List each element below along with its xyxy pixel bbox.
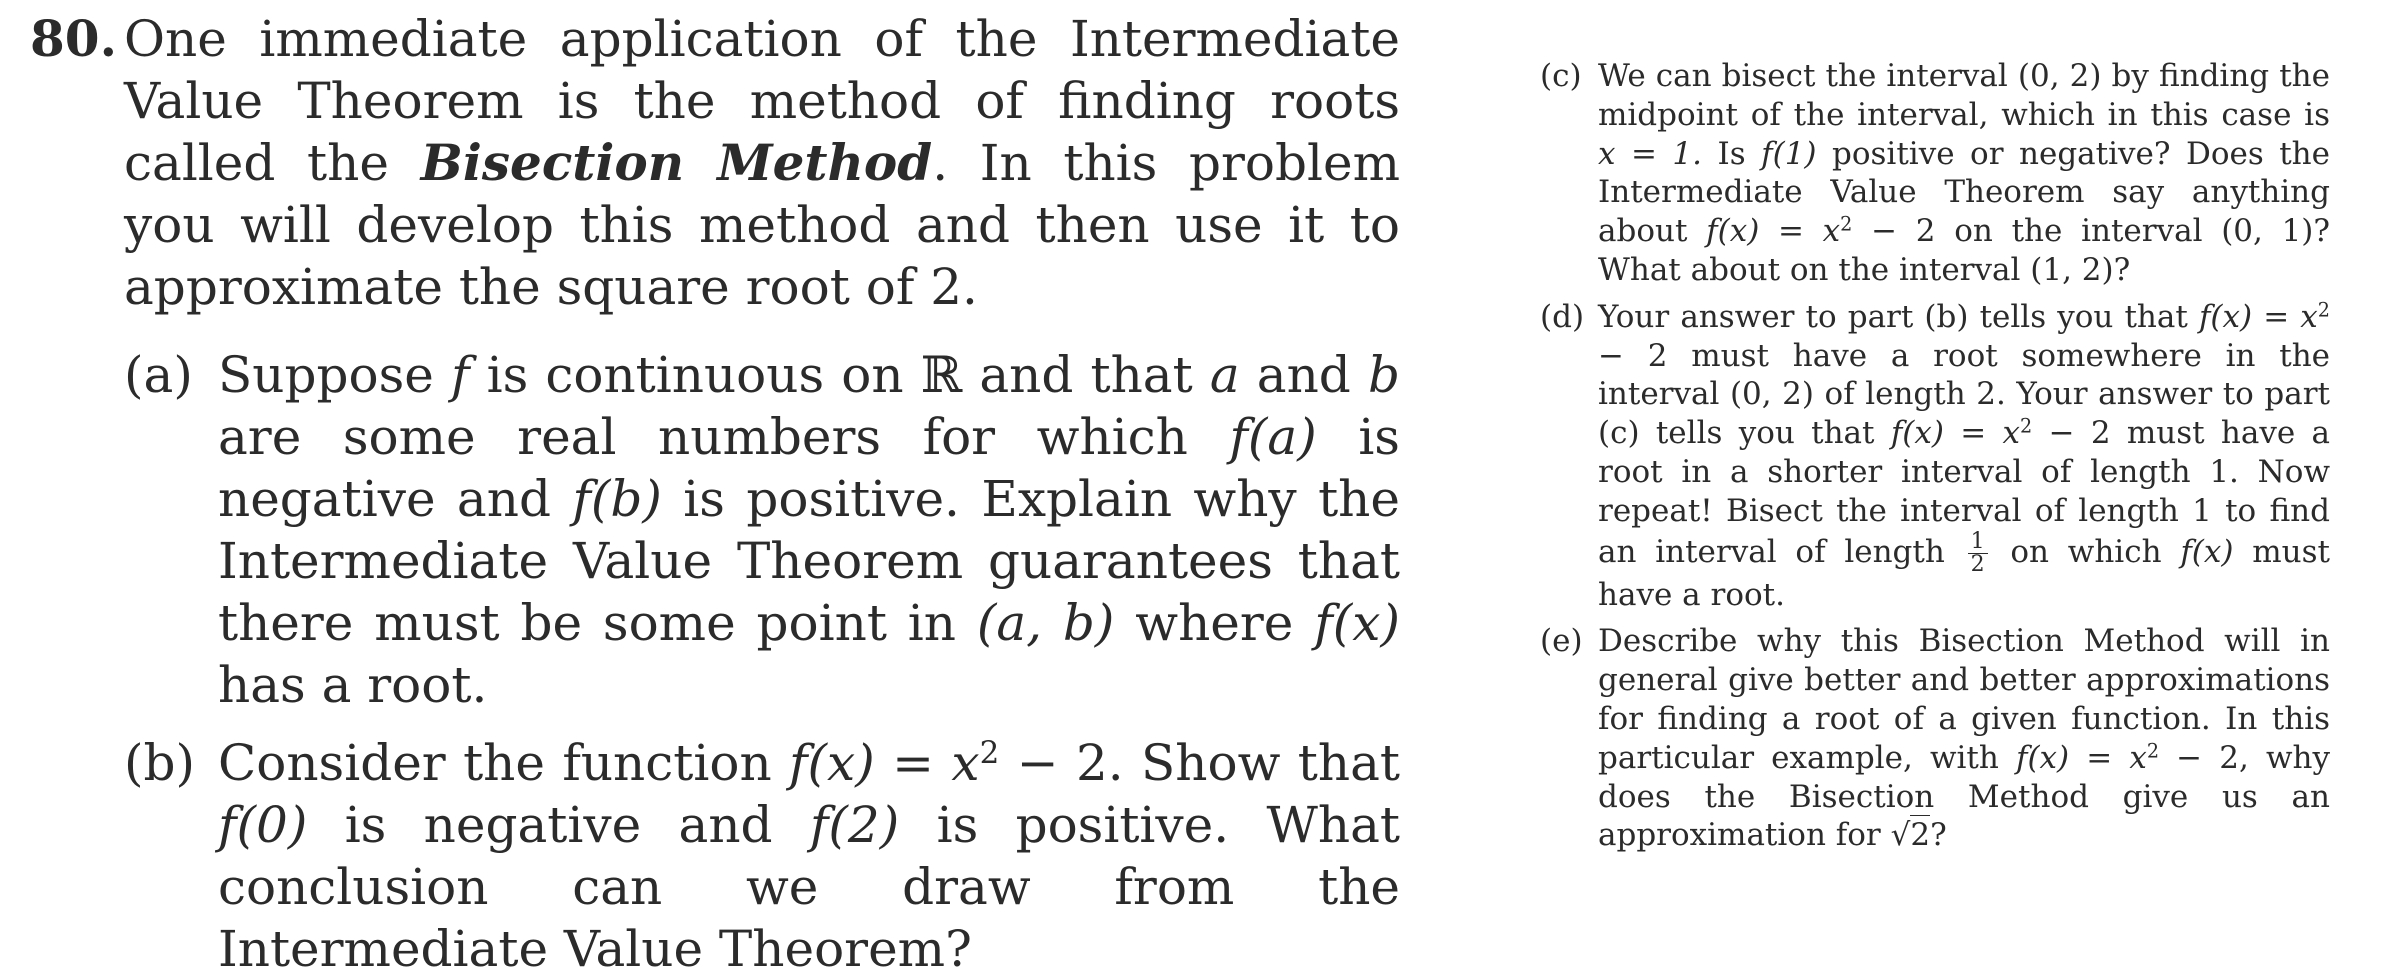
part-c-x-eq: x = 1. — [1598, 135, 1702, 172]
part-b-minus-2: − 2. Show that — [1016, 734, 1400, 792]
problem-statement — [30, 8, 1400, 318]
part-c-text-4: on the interval (0, 1)? What about on the interval (1, 2)? — [1598, 213, 2331, 288]
part-d-text-2: must have a root somewhere in the interval (0, 2) of length 2. Your answer to part (c) tells you that — [1598, 337, 2330, 452]
part-c-minus-2: − 2 — [1871, 213, 1936, 250]
part-c-label: (c) — [1540, 58, 1582, 94]
part-a-f: f — [450, 346, 470, 404]
part-c-fx-eq: f(x) = x — [1706, 213, 1841, 250]
part-a-text-9: has a root. — [218, 656, 488, 714]
part-e-exponent: 2 — [2146, 739, 2160, 763]
part-a-label: (a) — [124, 346, 193, 404]
part-c-text-3: positive or negative? Does the Intermediate Value Theorem say anything about — [1598, 135, 2330, 250]
part-d-exponent: 2 — [2317, 298, 2330, 322]
intro-text-1: One immediate application of the Intermediate Value Theorem is the method of finding roots called the — [124, 10, 1400, 192]
part-a-text-3: and that — [979, 346, 1193, 404]
part-d-text-4: on which — [2010, 533, 2162, 570]
part-c-exponent: 2 — [1840, 212, 1853, 236]
part-d-fx: f(x) — [2180, 533, 2234, 570]
reals-symbol: ℝ — [920, 346, 963, 404]
part-b-f0: f(0) — [218, 796, 308, 854]
part-d-text-5: must have a root. — [1598, 533, 2330, 613]
part-c-text-1: We can bisect the interval (0, 2) by finding the midpoint of the interval, which in this case is — [1598, 58, 2330, 133]
part-d-text-3: must have a root in a shorter interval of length 1. Now repeat! Bisect the interval of length 1 to find an interval of length — [1598, 415, 2330, 570]
method-name: Bisection Method — [420, 133, 933, 192]
part-b-label: (b) — [124, 734, 196, 792]
part-d-fx-eq: f(x) = x — [2198, 298, 2318, 335]
part-b-exponent: 2 — [979, 734, 1000, 771]
part-b-f2: f(2) — [809, 796, 900, 854]
part-d-minus-2-2: − 2 — [2048, 415, 2111, 452]
part-c-text-2: Is — [1717, 135, 1746, 172]
part-b-text-2: is negative and — [344, 796, 773, 854]
part-a-fb: f(b) — [572, 470, 662, 528]
part-a-text-7: is positive. Explain why the Intermediate Value Theorem guarantees that there must be some point in — [218, 470, 1400, 652]
part-e-label: (e) — [1540, 623, 1583, 660]
part-e-text-1: Describe why this Bisection Method will in general give better and better approximations for finding a root of a given function. In this particular example, with — [1598, 623, 2330, 776]
part-a-text-4: and — [1256, 346, 1351, 404]
part-b-text-3: is positive. What conclusion can we draw from the Intermediate Value Theorem? — [218, 796, 1400, 978]
part-e-minus-2: − 2, — [2176, 739, 2249, 776]
part-e — [1540, 622, 2330, 855]
part-a-text-6: is negative and — [218, 408, 1400, 528]
part-e-text-3: ? — [1930, 817, 1947, 854]
part-a — [30, 344, 1400, 716]
part-b-fx-eq: f(x) = x — [789, 734, 980, 792]
part-a-a: a — [1209, 346, 1240, 404]
problem-number: 80. — [30, 9, 117, 68]
part-a-text-1: Suppose — [218, 346, 434, 404]
part-a-interval: (a, b) — [976, 594, 1115, 652]
part-d-minus-2: − 2 — [1598, 337, 1668, 374]
part-d-exponent-2: 2 — [2020, 414, 2033, 438]
fraction-denominator: 2 — [1970, 551, 1985, 577]
part-e-text-2: why does the Bisection Method give us an approximation for — [1598, 739, 2330, 854]
sqrt-2-expression — [1891, 815, 1931, 853]
left-column — [30, 8, 1400, 980]
part-c — [1540, 57, 2330, 290]
part-a-fx: f(x) — [1314, 594, 1400, 652]
part-b — [30, 732, 1400, 980]
intro-text-2: . In this problem you will develop this method and then use it to approximate the square root of 2. — [124, 134, 1400, 316]
part-c-f1: f(1) — [1761, 135, 1817, 172]
one-half-fraction — [1968, 528, 1988, 577]
sqrt-radicand: 2 — [1910, 817, 1931, 854]
part-a-b: b — [1367, 346, 1400, 404]
part-b-text-1: Consider the function — [218, 734, 772, 792]
part-a-text-2: is continuous on — [486, 346, 904, 404]
right-column — [1540, 57, 2330, 855]
part-d-fx-eq-2: f(x) = x — [1890, 415, 2021, 452]
part-d-label: (d) — [1540, 298, 1585, 335]
part-d — [1540, 298, 2330, 615]
part-a-text-5: are some real numbers for which — [218, 408, 1188, 466]
part-e-fx-eq: f(x) = x — [2015, 739, 2147, 776]
part-a-fa: f(a) — [1229, 408, 1317, 466]
sqrt-icon: √ — [1890, 817, 1911, 854]
fraction-numerator: 1 — [1968, 531, 1988, 554]
part-a-text-8: where — [1135, 594, 1294, 652]
part-d-text-1: Your answer to part (b) tells you that — [1598, 298, 2188, 335]
